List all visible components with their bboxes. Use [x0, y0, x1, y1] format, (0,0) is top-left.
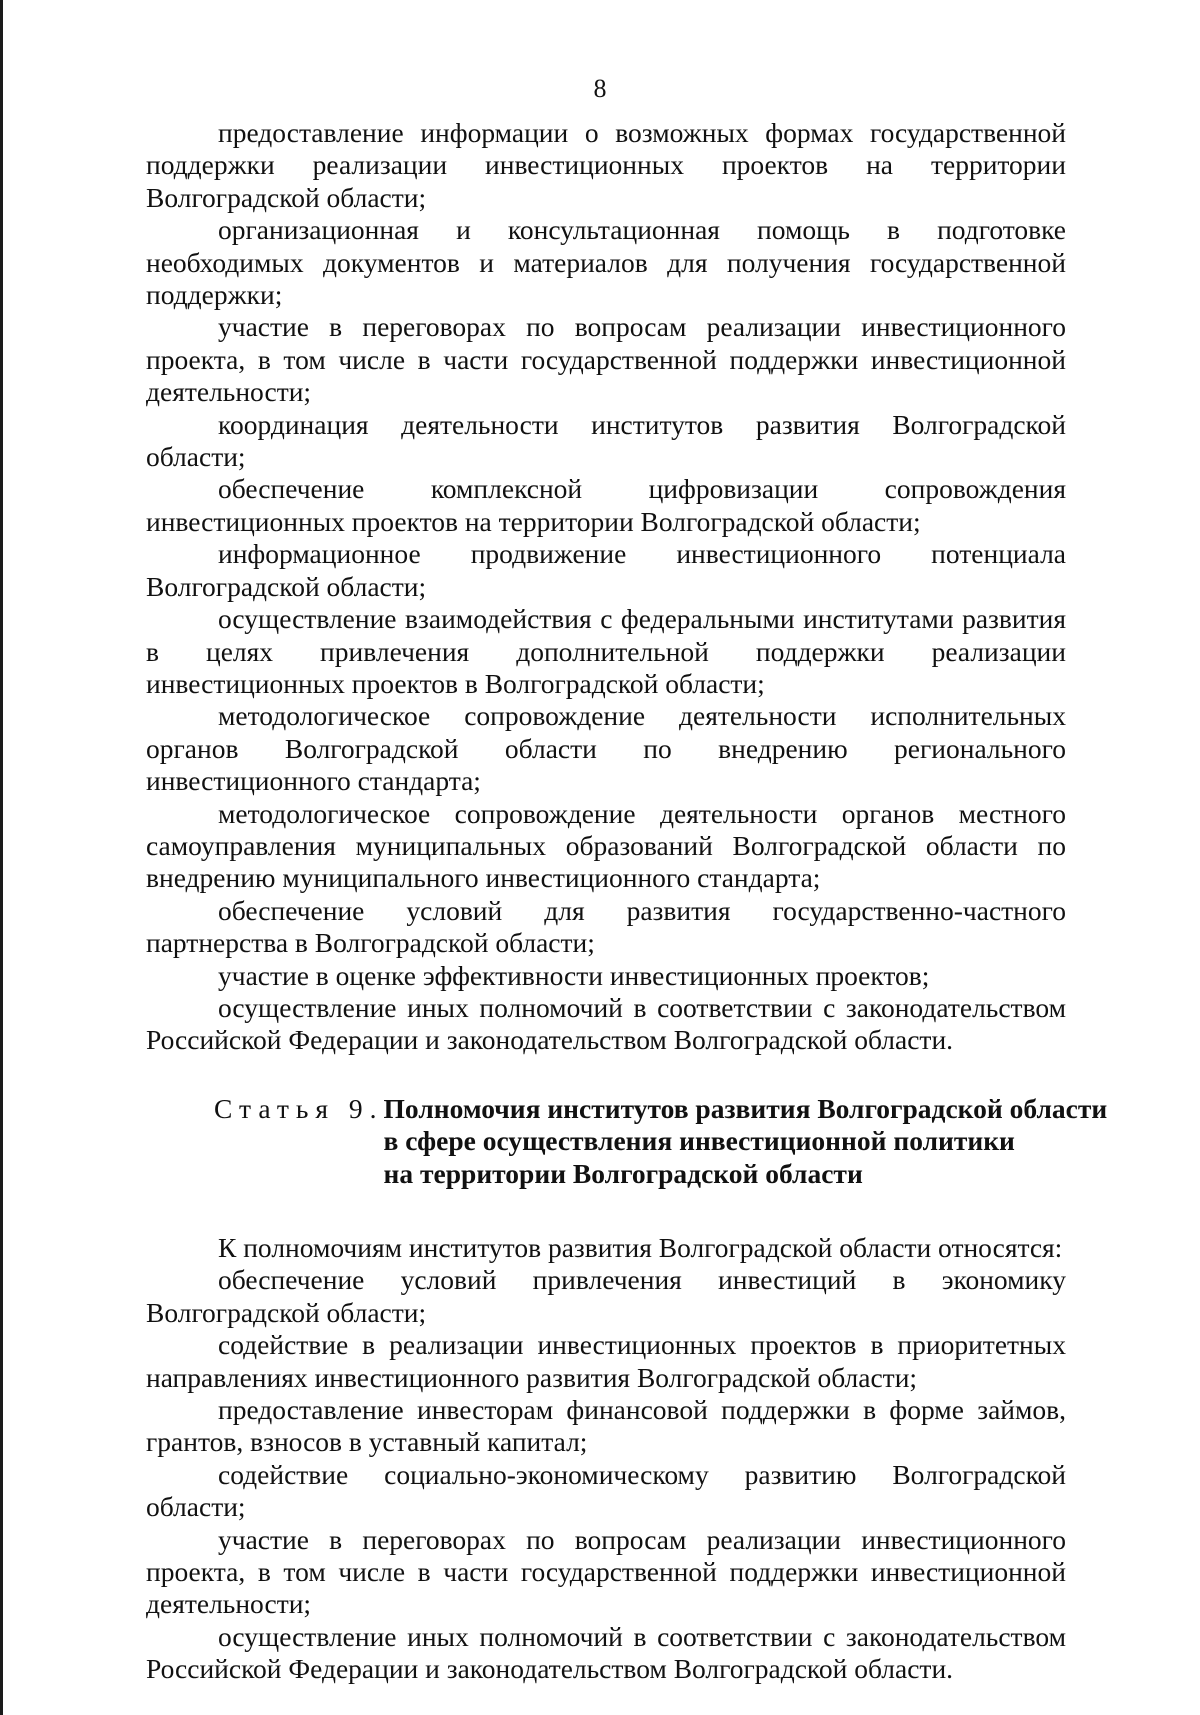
article-9-body: [146, 1232, 1066, 1686]
list-item: обеспечение комплексной цифровизации сопровождения инвестиционных проектов на территории Волгоградской области;: [146, 473, 1066, 537]
list-item: содействие социально-экономическому развитию Волгоградской области;: [146, 1458, 1066, 1523]
list-item: участие в переговорах по вопросам реализации инвестиционного проекта, в том числе в части государственной поддержки инвестиционной деятельности;: [146, 1523, 1066, 1620]
article-title-line: в сфере осуществления инвестиционной политики: [383, 1125, 1015, 1157]
list-item: осуществление взаимодействия с федеральными институтами развития в целях привлечения дополнительной поддержки реализации инвестиционных проектов в Волгоградской области;: [146, 603, 1066, 699]
list-item: методологическое сопровождение деятельности исполнительных органов Волгоградской области по внедрению регионального инвестиционного стандарта;: [146, 700, 1066, 797]
list-item: участие в оценке эффективности инвестиционных проектов;: [218, 959, 930, 991]
list-item: осуществление иных полномочий в соответствии с законодательством Российской Федерации и законодательством Волгоградской области.: [146, 1620, 1066, 1685]
article-intro: К полномочиям институтов развития Волгоградской области относятся:: [218, 1232, 1063, 1263]
list-item: обеспечение условий привлечения инвестиций в экономику Волгоградской области;: [146, 1264, 1066, 1328]
list-item: осуществление иных полномочий в соответствии с законодательством Российской Федерации и законодательством Волгоградской области.: [146, 991, 1066, 1056]
scan-edge-shadow: [0, 0, 3, 1715]
list-item: содействие в реализации инвестиционных проектов в приоритетных направлениях инвестиционного развития Волгоградской области;: [146, 1329, 1066, 1393]
document-body: [146, 117, 1108, 1686]
list-item: информационное продвижение инвестиционного потенциала Волгоградской области;: [146, 538, 1066, 602]
list-item: обеспечение условий для развития государственно-частного партнерства в Волгоградской области;: [146, 894, 1066, 959]
article-title-line: Полномочия институтов развития Волгоградской области: [383, 1092, 1108, 1124]
list-item: участие в переговорах по вопросам реализации инвестиционного проекта, в том числе в части государственной поддержки инвестиционной деятельности;: [146, 311, 1066, 408]
article-9-heading: [146, 1092, 1108, 1190]
article-title: [384, 1093, 1108, 1190]
article-title-line: на территории Волгоградской области: [383, 1157, 863, 1189]
list-item: организационная и консультационная помощь в подготовке необходимых документов и материалов для получения государственной поддержки;: [146, 214, 1066, 311]
page-number: 8: [593, 74, 607, 103]
article-label: Статья 9.: [214, 1092, 384, 1124]
list-item: предоставление инвесторам финансовой поддержки в форме займов, грантов, взносов в уставный капитал;: [146, 1394, 1066, 1458]
list-item: координация деятельности институтов развития Волгоградской области;: [146, 408, 1066, 473]
section-1-list: [146, 117, 1066, 1057]
list-item: предоставление информации о возможных формах государственной поддержки реализации инвестиционных проектов на территории Волгоградской области;: [146, 117, 1066, 213]
list-item: методологическое сопровождение деятельности органов местного самоуправления муниципальных образований Волгоградской области по внедрению муниципального инвестиционного стандарта;: [146, 797, 1066, 894]
